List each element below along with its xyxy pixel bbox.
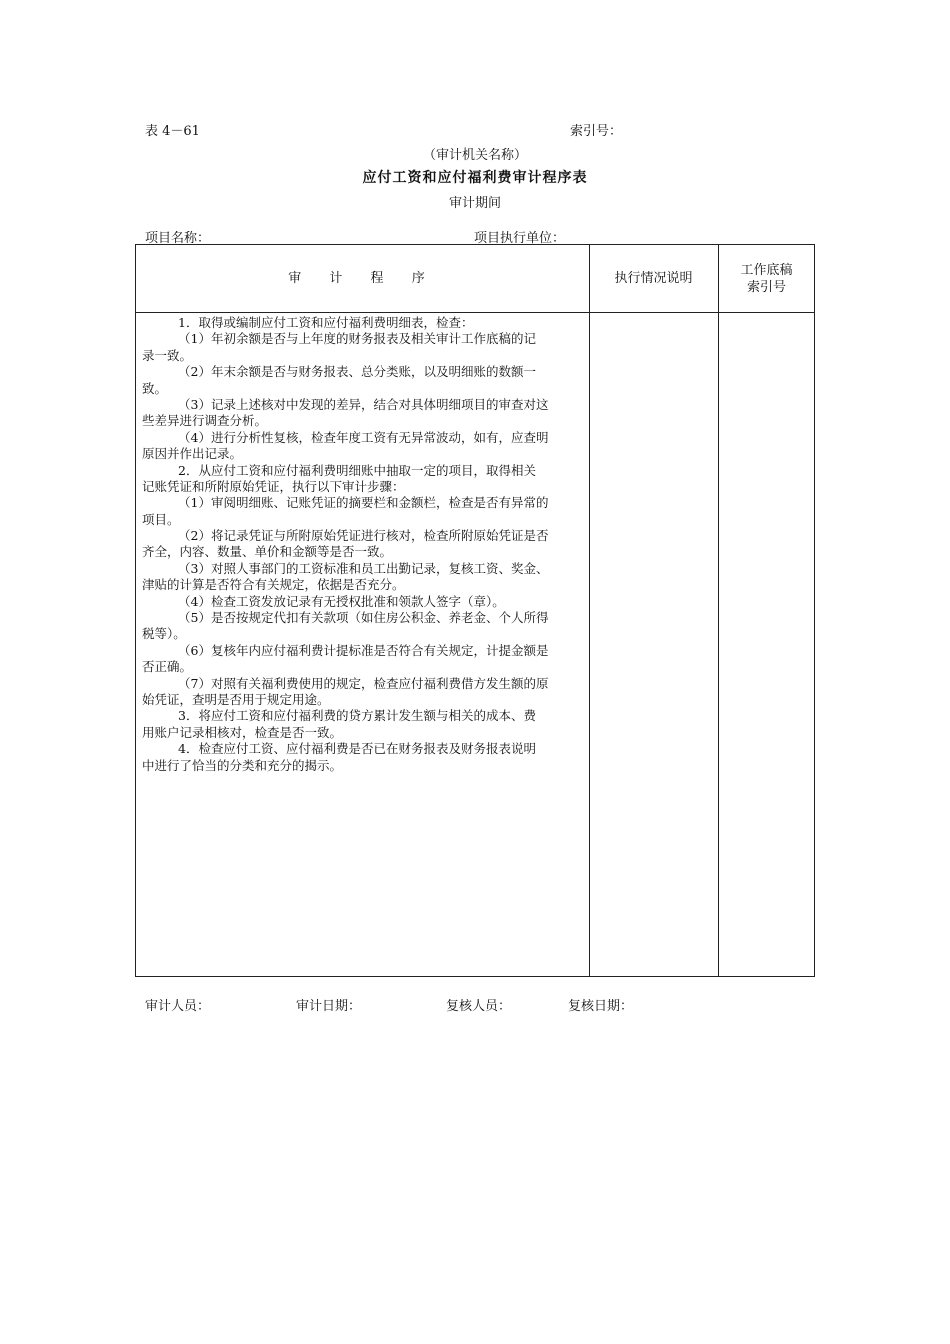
- project-name-label: 项目名称：: [145, 231, 211, 246]
- procedure-line: （1）年初余额是否与上年度的财务报表及相关审计工作底稿的记: [178, 331, 536, 347]
- column-divider: [589, 245, 590, 976]
- audit-procedure-table: [135, 244, 815, 977]
- procedure-line: 项目。: [142, 511, 180, 527]
- procedure-line: （5）是否按规定代扣有关款项（如住房公积金、养老金、个人所得: [178, 610, 549, 626]
- procedure-line: 齐全，内容、数量、单价和金额等是否一致。: [142, 544, 393, 560]
- procedure-line: 税等）。: [142, 626, 186, 642]
- procedure-line: 否正确。: [142, 659, 193, 675]
- procedure-line: （2）年末余额是否与财务报表、总分类账，以及明细账的数额一: [178, 364, 536, 380]
- procedure-line: 2．从应付工资和应付福利费明细账中抽取一定的项目，取得相关: [178, 462, 536, 478]
- review-date-label: 复核日期：: [568, 999, 634, 1014]
- procedure-steps: [142, 315, 582, 774]
- procedure-line: （1）审阅明细账、记账凭证的摘要栏和金额栏，检查是否有异常的: [178, 495, 549, 511]
- header-divider: [136, 312, 814, 313]
- procedure-line: 4．检查应付工资、应付福利费是否已在财务报表及财务报表说明: [178, 741, 536, 757]
- procedure-line: （3）记录上述核对中发现的差异，结合对具体明细项目的审查对这: [178, 396, 549, 412]
- audit-organization-name: （审计机关名称）: [422, 148, 527, 163]
- procedure-line: 些差异进行调查分析。: [142, 413, 268, 429]
- procedure-line: （2）将记录凭证与所附原始凭证进行核对，检查所附原始凭证是否: [178, 528, 549, 544]
- auditor-label: 审计人员：: [145, 999, 211, 1014]
- procedure-line: （7）对照有关福利费使用的规定，检查应付福利费借方发生额的原: [178, 675, 549, 691]
- procedure-line: 用账户记录相核对，检查是否一致。: [142, 724, 343, 740]
- project-unit-label: 项目执行单位：: [474, 231, 566, 246]
- column-divider: [718, 245, 719, 976]
- procedure-line: 中进行了恰当的分类和充分的揭示。: [142, 757, 343, 773]
- procedure-line: 致。: [142, 380, 168, 396]
- audit-date-label: 审计日期：: [296, 999, 362, 1014]
- column-header-ref-line1: 工作底稿: [740, 262, 793, 278]
- index-number-label: 索引号：: [570, 124, 623, 139]
- document-title: 应付工资和应付福利费审计程序表: [362, 170, 588, 186]
- procedure-line: 原因并作出记录。: [142, 446, 243, 462]
- audit-period: 审计期间: [448, 196, 501, 211]
- column-header-ref-line2: 索引号: [746, 279, 786, 295]
- column-header-workpaper-ref: [718, 245, 815, 312]
- reviewer-label: 复核人员：: [446, 999, 512, 1014]
- procedure-line: 3．将应付工资和应付福利费的贷方累计发生额与相关的成本、费: [178, 708, 536, 724]
- procedure-line: 记账凭证和所附原始凭证，执行以下审计步骤：: [142, 478, 405, 494]
- procedure-line: （3）对照人事部门的工资标准和员工出勤记录，复核工资、奖金、: [178, 560, 549, 576]
- procedure-line: 录一致。: [142, 347, 193, 363]
- column-header-execution: 执行情况说明: [614, 271, 693, 286]
- procedure-line: 津贴的计算是否符合有关规定，依据是否充分。: [142, 577, 405, 593]
- column-header-procedure: 审 计 程 序: [288, 271, 437, 286]
- procedure-line: （6）复核年内应付福利费计提标准是否符合有关规定，计提金额是: [178, 642, 549, 658]
- procedure-line: （4）进行分析性复核，检查年度工资有无异常波动，如有，应查明: [178, 429, 549, 445]
- table-number: 表 4－61: [145, 124, 200, 139]
- procedure-line: 1．取得或编制应付工资和应付福利费明细表，检查：: [178, 315, 474, 330]
- procedure-line: 始凭证，查明是否用于规定用途。: [142, 691, 330, 707]
- procedure-line: （4）检查工资发放记录有无授权批准和领款人签字（章）。: [178, 593, 505, 609]
